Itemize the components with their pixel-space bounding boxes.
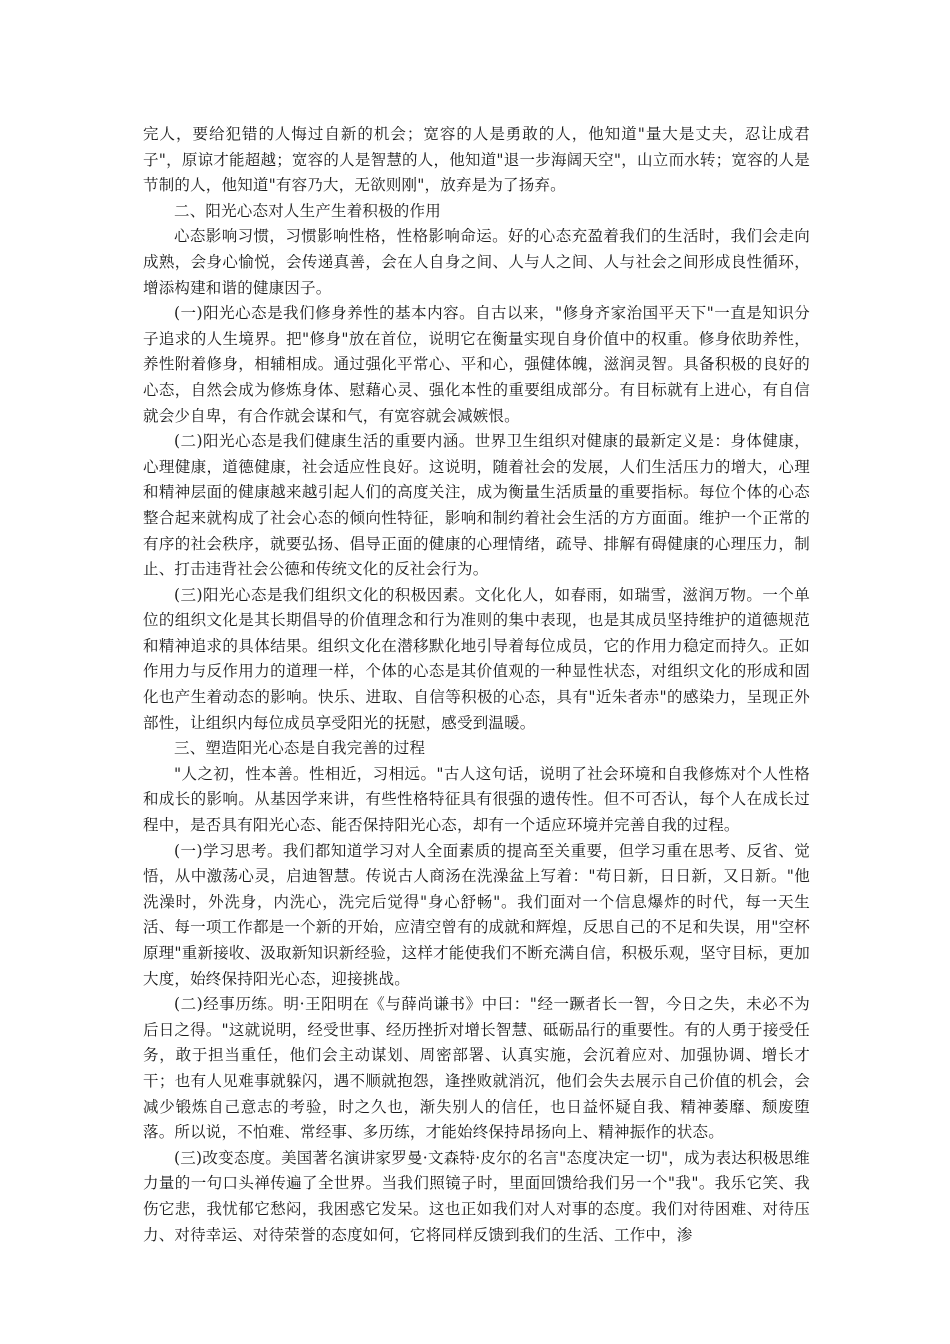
paragraph-self-cultivation: (一)阳光心态是我们修身养性的基本内容。自古以来，"修身齐家治国平天下"一直是知识分子追求的人生境界。把"修身"放在首位，说明它在衡量实现自身价值中的权重。修身依助养性，养性附着修身，相辅相成。通过强化平常心、平和心，强健体魄，滋润灵智。具备积极的良好的心态，自然会成为修炼身体、慰藉心灵、强化本性的重要组成部分。有目标就有上进心，有自信就会少自卑，有合作就会谋和气，有宽容就会减嫉恨。: [143, 304, 810, 425]
paragraph-healthy-life: (二)阳光心态是我们健康生活的重要内涵。世界卫生组织对健康的最新定义是：身体健康，心理健康，道德健康，社会适应性良好。这说明，随着社会的发展，人们生活压力的增大，心理和精神层面的健康越来越引起人们的高度关注，成为衡量生活质量的重要指标。每位个体的心态整合起来就构成了社会心态的倾向性特征，影响和制约着社会生活的方方面面。维护一个正常的有序的社会秩序，就要弘扬、倡导正面的健康的心理情绪，疏导、排解有碍健康的心理压力，制止、打击违背社会公德和传统文化的反社会行为。: [143, 432, 810, 579]
paragraph-change-attitude: (三)改变态度。美国著名演讲家罗曼·文森特·皮尔的名言"态度决定一切"，成为表达积极思维力量的一句口头禅传遍了全世界。当我们照镜子时，里面回馈给我们另一个"我"。我乐它笑、我伤它悲，我忧郁它愁闷，我困惑它发呆。这也正如我们对人对事的态度。我们对待困难、对待压力、对待幸运、对待荣誉的态度如何，它将同样反馈到我们的生活、工作中，渗: [143, 1148, 810, 1244]
paragraph-human-nature: "人之初，性本善。性相近，习相远。"古人这句话，说明了社会环境和自我修炼对个人性格和成长的影响。从基因学来讲，有些性格特征具有很强的遗传性。但不可否认，每个人在成长过程中，是否具有阳光心态、能否保持阳光心态，却有一个适应环境并完善自我的过程。: [143, 764, 810, 835]
document-body: [143, 122, 810, 1248]
section-heading-two: 二、阳光心态对人生产生着积极的作用: [174, 201, 441, 220]
paragraph-organizational-culture: (三)阳光心态是我们组织文化的积极因素。文化化人，如春雨，如瑞雪，滋润万物。一个单位的组织文化是其长期倡导的价值理念和行为准则的集中表现，也是其成员坚持维护的道德规范和精神追求的具体结果。组织文化在潜移默化地引导着每位成员，它的作用力稳定而持久。正如作用力与反作用力的道理一样，个体的心态是其价值观的一种显性状态，对组织文化的形成和固化也产生着动态的影响。快乐、进取、自信等积极的心态，具有"近朱者赤"的感染力，呈现正外部性，让组织内每位成员享受阳光的抚慰，感受到温暖。: [143, 585, 810, 732]
section-heading-three: 三、塑造阳光心态是自我完善的过程: [174, 739, 426, 758]
paragraph-study-reflect: (一)学习思考。我们都知道学习对人全面素质的提高至关重要，但学习重在思考、反省、觉悟，从中激荡心灵，启迪智慧。传说古人商汤在洗澡盆上写着："苟日新，日日新，又日新。"他洗澡时，外洗身，内洗心，洗完后觉得"身心舒畅"。我们面对一个信息爆炸的时代，每一天生活、每一项工作都是一个新的开始，应清空曾有的成就和辉煌，反思自己的不足和失误，用"空杯原理"重新接收、汲取新知识新经验，这样才能使我们不断充满自信，积极乐观，坚守目标，更加大度，始终保持阳光心态，迎接挑战。: [143, 841, 810, 988]
paragraph-mindset-influence: 心态影响习惯，习惯影响性格，性格影响命运。好的心态充盈着我们的生活时，我们会走向成熟，会身心愉悦，会传递真善，会在人自身之间、人与人之间、人与社会之间形成良性循环，增添构建和谐的健康因子。: [143, 227, 810, 297]
paragraph-continued: 完人，要给犯错的人悔过自新的机会；宽容的人是勇敢的人，他知道"量大是丈夫，忍让成君子"，原谅才能超越；宽容的人是智慧的人，他知道"退一步海阔天空"，山立而水转；宽容的人是节制的人，他知道"有容乃大，无欲则刚"，放弃是为了扬弃。: [143, 125, 810, 195]
paragraph-experience: (二)经事历练。明·王阳明在《与薛尚谦书》中曰："经一蹶者长一智，今日之失，未必不为后日之得。"这就说明，经受世事、经历挫折对增长智慧、砥砺品行的重要性。有的人勇于接受任务，敢于担当重任，他们会主动谋划、周密部署、认真实施，会沉着应对、加强协调、增长才干；也有人见难事就躲闪，遇不顺就抱怨，逢挫败就消沉，他们会失去展示自己价值的机会，会减少锻炼自己意志的考验，时之久也，渐失别人的信任，也日益怀疑自我、精神萎靡、颓废堕落。所以说，不怕难、常经事、多历练，才能始终保持昂扬向上、精神振作的状态。: [143, 995, 810, 1142]
